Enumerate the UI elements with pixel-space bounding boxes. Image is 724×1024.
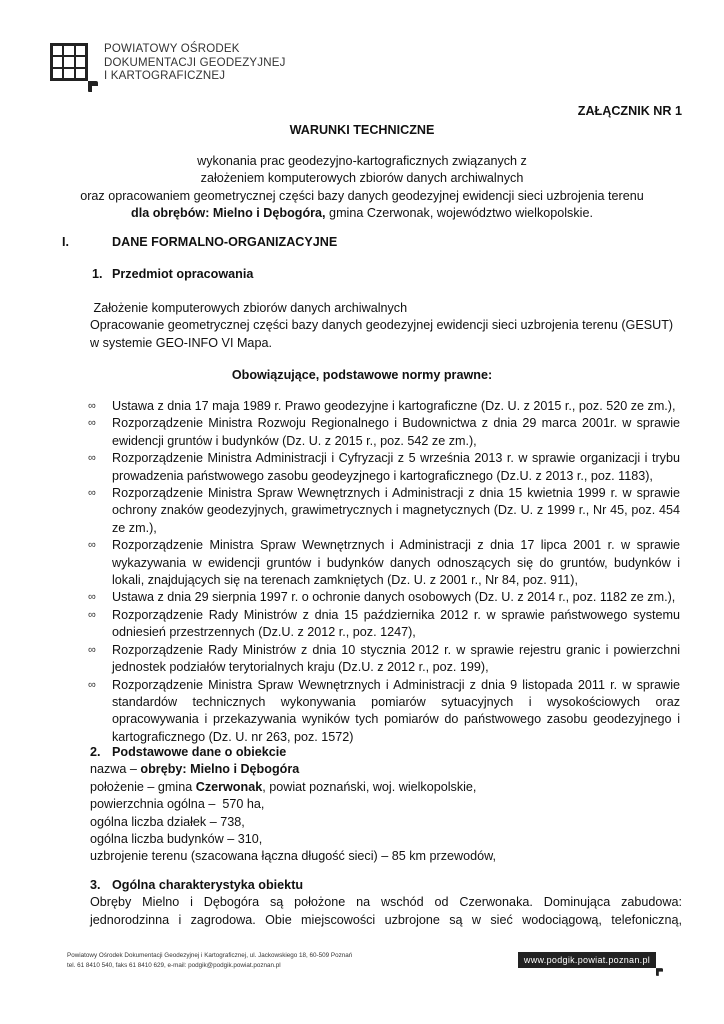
norms-list (88, 398, 680, 746)
infinity-bullet-icon: ∞ (88, 539, 96, 552)
subsection-heading-3: 3. Ogólna charakterystyka obiektu (90, 878, 304, 892)
infinity-bullet-icon: ∞ (88, 678, 96, 691)
object-characteristics: 3. Ogólna charakterystyka obiektu Obręby Mielno i Dębogóra są położone na wschód od Czerwonaka. Dominująca zabudowa: jednorodzinna i zagrodowa. Obie miejscowości uzbrojone są w sieć wodociągową, telefoniczną, (90, 878, 682, 927)
organization-name: POWIATOWY OŚRODEK DOKUMENTACJI GEODEZYJNEJ I KARTOGRAFICZNEJ (104, 43, 286, 82)
list-item: ∞ Rozporządzenie Ministra Spraw Wewnętrznych i Administracji z dnia 17 lipca 2001 r. w sprawie wykazywania w ewidencji gruntów i budynków danych odnoszących się do gruntów, budynków i lokali, znajdujących się na terenach zamkniętych (Dz. U. z 2001 r., Nr 84, poz. 911), (88, 538, 680, 588)
subject-paragraph: Założenie komputerowych zbiorów danych archiwalnych Opracowanie geometrycznej części bazy danych geodezyjnej ewidencji sieci uzbrojenia terenu (GESUT) w systemie GEO-INFO VI Mapa. (90, 301, 674, 350)
infinity-bullet-icon: ∞ (88, 591, 96, 604)
list-item: ∞ Ustawa z dnia 29 sierpnia 1997 r. o ochronie danych osobowych (Dz. U. z 2014 r., poz. 1182 ze zm.), (88, 589, 680, 606)
infinity-bullet-icon: ∞ (88, 643, 96, 656)
annex-label: ZAŁĄCZNIK NR 1 (577, 104, 682, 118)
document-subtitle: wykonania prac geodezyjno-kartograficznych związanych z założeniem komputerowych zbiorów danych archiwalnych oraz opracowaniem geometrycznej części bazy danych geodezyjnej ewidencji sieci uzbrojenia terenu dla obrębów: Mielno i Dębogóra, gmina Czerwonak, województwo wielkopolskie. (80, 154, 644, 221)
norms-heading: Obowiązujące, podstawowe normy prawne: (231, 368, 493, 382)
list-item: ∞ Rozporządzenie Rady Ministrów z dnia 10 stycznia 2012 r. w sprawie rejestru granic i powierzchni jednostek podziałów terytorialnych kraju (Dz.U. z 2012 r., poz. 199), (88, 642, 680, 675)
list-item: ∞ Rozporządzenie Ministra Administracji i Cyfryzacji z 5 września 2013 r. w sprawie organizacji i trybu prowadzenia państwowego zasobu geodeyzjnego i kartograficznego (Dz.U. z 2013 r., poz. 1183), (88, 451, 680, 483)
document-title: WARUNKI TECHNICZNE (289, 123, 435, 137)
list-item: ∞ Rozporządzenie Ministra Spraw Wewnętrznych i Administracji z dnia 15 kwietnia 1999 r. w sprawie ochrony znaków geodezyjnych, grawimetrycznych i magnetycznych (Dz. U. z 1999 r., Nr 45, poz. 454 ze zm.), (88, 486, 680, 535)
logo-grid-icon (50, 43, 88, 81)
subsection-heading-1: 1. Przedmiot opracowania (92, 267, 254, 281)
infinity-bullet-icon: ∞ (88, 487, 96, 500)
infinity-bullet-icon: ∞ (88, 400, 96, 412)
infinity-bullet-icon: ∞ (88, 417, 96, 430)
subsection-heading-2: 2. Podstawowe dane o obiekcie (90, 745, 287, 759)
website-link[interactable]: www.podgik.powiat.poznan.pl (518, 952, 656, 968)
list-item: ∞ Rozporządzenie Rady Ministrów z dnia 15 października 2012 r. w sprawie państwowego systemu odniesień przestrzennych (Dz.U. z 2012 r., poz. 1247), (88, 607, 680, 640)
object-basic-data: 2. Podstawowe dane o obiekcie nazwa – obręby: Mielno i Dębogóra położenie – gmina Czerwonak, powiat poznański, woj. wielkopolskie, powierzchnia ogólna – 570 ha, ogólna liczba działek – 738, ogólna liczba budynków – 310, uzbrojenie terenu (szacowana łączna długość sieci) – 85 km przewodów, (90, 744, 680, 866)
footer-corner-icon (656, 968, 663, 976)
section-heading: I. DANE FORMALNO-ORGANIZACYJNE (62, 235, 338, 249)
list-item: ∞ Rozporządzenie Ministra Rozwoju Regionalnego i Budownictwa z dnia 29 marca 2001r. w sprawie ewidencji gruntów i budynków (Dz. U. z 2015 r., poz. 542 ze zm.), (88, 416, 680, 448)
footer-address: Powiatowy Ośrodek Dokumentacji Geodezyjnej i Kartograficznej, ul. Jackowskiego 18, 60-509 Poznań tel. 61 8410 540, faks 61 8410 629, e-mail: podgik@podgik.powiat.poznan.pl (67, 952, 353, 969)
logo-corner-icon (88, 81, 98, 92)
infinity-bullet-icon: ∞ (88, 452, 96, 465)
list-item: ∞ Ustawa z dnia 17 maja 1989 r. Prawo geodezyjne i kartograficzne (Dz. U. z 2015 r., poz. 520 ze zm.), (88, 398, 680, 415)
list-item: ∞ Rozporządzenie Ministra Spraw Wewnętrznych i Administracji z dnia 9 listopada 2011 r. w sprawie standardów technicznych wykonywania pomiarów sytuacyjnych i wysokościowych oraz opracowywania i przekazywania wyników tych pomiarów do państwowego zasobu geodezyjnego i kartograficznego (Dz. U. nr 263, poz. 1572) (88, 677, 680, 744)
infinity-bullet-icon: ∞ (88, 608, 96, 621)
